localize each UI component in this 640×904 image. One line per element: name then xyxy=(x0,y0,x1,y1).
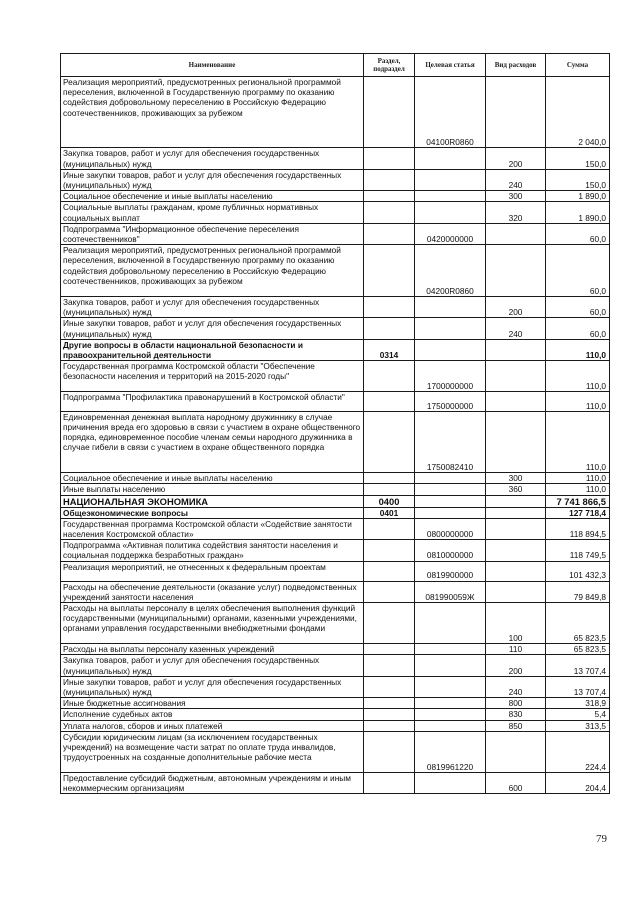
cell-sum: 110,0 xyxy=(546,484,610,495)
cell-name: Единовременная денежная выплата народному дружиннику в случае причинения вреда его здоровью в связи с участием в охране общественного порядка, единовременное пособие членам семьи народного дружинника в случае гибели в связи с участием в охране общественного порядка xyxy=(61,411,364,472)
cell-sum: 150,0 xyxy=(546,169,610,190)
cell-type xyxy=(486,518,546,539)
cell-type xyxy=(486,581,546,602)
table-row xyxy=(61,676,610,697)
cell-sum: 60,0 xyxy=(546,296,610,317)
cell-name: Подпрограмма "Профилактика правонарушений в Костромской области" xyxy=(61,391,364,411)
cell-target: 0819900000 xyxy=(415,561,486,581)
cell-sum: 127 718,4 xyxy=(546,507,610,518)
table-row xyxy=(61,507,610,518)
cell-sum: 313,5 xyxy=(546,720,610,731)
cell-section xyxy=(364,731,415,772)
cell-name: Другие вопросы в области национальной безопасности и правоохранительной деятельности xyxy=(61,339,364,360)
cell-name: НАЦИОНАЛЬНАЯ ЭКОНОМИКА xyxy=(61,495,364,507)
cell-sum: 110,0 xyxy=(546,473,610,484)
table-row xyxy=(61,245,610,297)
cell-sum: 118 894,5 xyxy=(546,518,610,539)
table-row xyxy=(61,698,610,709)
header-sum: Сумма xyxy=(546,54,610,77)
cell-type: 320 xyxy=(486,202,546,223)
cell-sum: 318,9 xyxy=(546,698,610,709)
cell-section xyxy=(364,484,415,495)
cell-name: Реализация мероприятий, предусмотренных региональной программой переселения, включенной в Государственную программу по оказанию содействия добровольному переселению в Российскую Федерацию соотечественников, проживающих за рубежом xyxy=(61,77,364,148)
table-row xyxy=(61,339,610,360)
cell-target: 1700000000 xyxy=(415,361,486,392)
cell-name: Исполнение судебных актов xyxy=(61,709,364,720)
cell-type: 110 xyxy=(486,644,546,655)
cell-sum: 110,0 xyxy=(546,361,610,392)
cell-sum: 101 432,3 xyxy=(546,561,610,581)
cell-sum: 110,0 xyxy=(546,411,610,472)
cell-section xyxy=(364,603,415,644)
cell-target xyxy=(415,720,486,731)
cell-sum: 13 707,4 xyxy=(546,676,610,697)
cell-target xyxy=(415,169,486,190)
cell-section xyxy=(364,473,415,484)
page-number: 79 xyxy=(596,833,607,845)
cell-type: 240 xyxy=(486,676,546,697)
cell-type: 240 xyxy=(486,318,546,339)
cell-target xyxy=(415,676,486,697)
cell-target xyxy=(415,709,486,720)
header-name: Наименование xyxy=(61,54,364,77)
cell-target xyxy=(415,772,486,793)
cell-type xyxy=(486,411,546,472)
cell-target: 0800000000 xyxy=(415,518,486,539)
cell-sum: 1 890,0 xyxy=(546,191,610,202)
cell-type: 600 xyxy=(486,772,546,793)
cell-name: Субсидии юридическим лицам (за исключением государственных учреждений) на возмещение части затрат по оплате труда инвалидов, трудоустроенных на созданные дополнительные рабочие места xyxy=(61,731,364,772)
cell-section xyxy=(364,561,415,581)
table-row xyxy=(61,202,610,223)
cell-sum: 150,0 xyxy=(546,148,610,169)
cell-type xyxy=(486,391,546,411)
cell-section xyxy=(364,698,415,709)
cell-sum: 65 823,5 xyxy=(546,603,610,644)
cell-name: Расходы на обеспечение деятельности (оказание услуг) подведомственных учреждений занятости населения xyxy=(61,581,364,602)
cell-type xyxy=(486,339,546,360)
cell-target: 04200R0860 xyxy=(415,245,486,297)
cell-sum: 2 040,0 xyxy=(546,77,610,148)
table-row xyxy=(61,484,610,495)
cell-target xyxy=(415,698,486,709)
cell-type: 800 xyxy=(486,698,546,709)
cell-type xyxy=(486,731,546,772)
cell-name: Предоставление субсидий бюджетным, автономным учреждениям и иным некоммерческим организациям xyxy=(61,772,364,793)
cell-sum: 79 849,8 xyxy=(546,581,610,602)
cell-name: Иные закупки товаров, работ и услуг для обеспечения государственных (муниципальных) нужд xyxy=(61,318,364,339)
table-row xyxy=(61,361,610,392)
table-row xyxy=(61,731,610,772)
cell-section xyxy=(364,655,415,676)
cell-section xyxy=(364,361,415,392)
cell-sum: 13 707,4 xyxy=(546,655,610,676)
table-row xyxy=(61,720,610,731)
cell-target xyxy=(415,318,486,339)
cell-target: 04100R0860 xyxy=(415,77,486,148)
cell-sum: 60,0 xyxy=(546,245,610,297)
cell-name: Иные бюджетные ассигнования xyxy=(61,698,364,709)
cell-name: Государственная программа Костромской области «Содействие занятости населения Костромской области» xyxy=(61,518,364,539)
table-row xyxy=(61,148,610,169)
budget-table xyxy=(60,53,610,794)
cell-target xyxy=(415,655,486,676)
cell-name: Закупка товаров, работ и услуг для обеспечения государственных (муниципальных) нужд xyxy=(61,655,364,676)
cell-type xyxy=(486,561,546,581)
cell-type: 240 xyxy=(486,169,546,190)
cell-section: 0314 xyxy=(364,339,415,360)
cell-target xyxy=(415,148,486,169)
cell-section xyxy=(364,518,415,539)
cell-sum: 1 890,0 xyxy=(546,202,610,223)
header-target: Целевая статья xyxy=(415,54,486,77)
cell-name: Социальное обеспечение и иные выплаты населению xyxy=(61,191,364,202)
cell-target xyxy=(415,644,486,655)
table-row xyxy=(61,411,610,472)
cell-target xyxy=(415,484,486,495)
cell-target xyxy=(415,296,486,317)
cell-name: Социальные выплаты гражданам, кроме публичных нормативных социальных выплат xyxy=(61,202,364,223)
cell-section xyxy=(364,148,415,169)
cell-section xyxy=(364,191,415,202)
cell-sum: 65 823,5 xyxy=(546,644,610,655)
cell-target: 0810000000 xyxy=(415,540,486,561)
cell-target xyxy=(415,495,486,507)
cell-name: Реализация мероприятий, предусмотренных региональной программой переселения, включенной в Государственную программу по оказанию содействия добровольному переселению в Российскую Федерацию соотечественников, проживающих за рубежом xyxy=(61,245,364,297)
cell-target: 0420000000 xyxy=(415,223,486,244)
cell-target: 1750000000 xyxy=(415,391,486,411)
cell-target: 081990059Ж xyxy=(415,581,486,602)
table-row xyxy=(61,644,610,655)
table-row xyxy=(61,169,610,190)
cell-section xyxy=(364,391,415,411)
cell-type xyxy=(486,540,546,561)
cell-target xyxy=(415,191,486,202)
cell-type xyxy=(486,245,546,297)
table-row xyxy=(61,391,610,411)
cell-type: 360 xyxy=(486,484,546,495)
cell-section xyxy=(364,709,415,720)
cell-type xyxy=(486,223,546,244)
cell-name: Социальное обеспечение и иные выплаты населению xyxy=(61,473,364,484)
cell-target xyxy=(415,603,486,644)
cell-sum: 118 749,5 xyxy=(546,540,610,561)
cell-sum: 224,4 xyxy=(546,731,610,772)
table-row xyxy=(61,581,610,602)
cell-section xyxy=(364,676,415,697)
cell-name: Расходы на выплаты персоналу казенных учреждений xyxy=(61,644,364,655)
cell-type: 300 xyxy=(486,473,546,484)
cell-section xyxy=(364,581,415,602)
table-row xyxy=(61,495,610,507)
cell-section xyxy=(364,772,415,793)
table-row xyxy=(61,296,610,317)
cell-section xyxy=(364,296,415,317)
cell-type: 300 xyxy=(486,191,546,202)
cell-type: 850 xyxy=(486,720,546,731)
cell-name: Иные закупки товаров, работ и услуг для обеспечения государственных (муниципальных) нужд xyxy=(61,676,364,697)
table-body xyxy=(61,77,610,794)
cell-name: Закупка товаров, работ и услуг для обеспечения государственных (муниципальных) нужд xyxy=(61,296,364,317)
cell-section: 0400 xyxy=(364,495,415,507)
cell-name: Реализация мероприятий, не отнесенных к федеральным проектам xyxy=(61,561,364,581)
cell-section xyxy=(364,202,415,223)
cell-sum: 60,0 xyxy=(546,223,610,244)
cell-name: Общеэкономические вопросы xyxy=(61,507,364,518)
cell-name: Иные закупки товаров, работ и услуг для обеспечения государственных (муниципальных) нужд xyxy=(61,169,364,190)
cell-type xyxy=(486,507,546,518)
cell-target xyxy=(415,339,486,360)
cell-name: Расходы на выплаты персоналу в целях обеспечения выполнения функций государственными (муниципальными) органами, казенными учреждениями, органами управления государственными внебюджетными фондами xyxy=(61,603,364,644)
cell-type: 830 xyxy=(486,709,546,720)
cell-type: 200 xyxy=(486,148,546,169)
cell-target: 1750082410 xyxy=(415,411,486,472)
header-type: Вид расходов xyxy=(486,54,546,77)
cell-target xyxy=(415,473,486,484)
table-row xyxy=(61,223,610,244)
cell-type xyxy=(486,361,546,392)
cell-target xyxy=(415,507,486,518)
table-row xyxy=(61,540,610,561)
cell-section xyxy=(364,318,415,339)
cell-sum: 7 741 866,5 xyxy=(546,495,610,507)
cell-section xyxy=(364,720,415,731)
table-row xyxy=(61,603,610,644)
table-row xyxy=(61,709,610,720)
table-header-row xyxy=(61,54,610,77)
header-section: Раздел, подраздел xyxy=(364,54,415,77)
cell-section xyxy=(364,223,415,244)
table-row xyxy=(61,191,610,202)
table-row xyxy=(61,561,610,581)
cell-section xyxy=(364,644,415,655)
cell-name: Уплата налогов, сборов и иных платежей xyxy=(61,720,364,731)
table-row xyxy=(61,655,610,676)
cell-sum: 110,0 xyxy=(546,339,610,360)
table-row xyxy=(61,318,610,339)
cell-section: 0401 xyxy=(364,507,415,518)
table-row xyxy=(61,473,610,484)
cell-section xyxy=(364,411,415,472)
cell-type: 200 xyxy=(486,655,546,676)
cell-section xyxy=(364,245,415,297)
cell-name: Подпрограмма "Информационное обеспечение переселения соотечественников" xyxy=(61,223,364,244)
cell-section xyxy=(364,540,415,561)
cell-name: Подпрограмма «Активная политика содействия занятости населения и социальная поддержка безработных граждан» xyxy=(61,540,364,561)
cell-type: 200 xyxy=(486,296,546,317)
cell-target xyxy=(415,202,486,223)
table-row xyxy=(61,518,610,539)
cell-name: Иные выплаты населению xyxy=(61,484,364,495)
cell-sum: 60,0 xyxy=(546,318,610,339)
cell-sum: 5,4 xyxy=(546,709,610,720)
cell-sum: 110,0 xyxy=(546,391,610,411)
cell-name: Государственная программа Костромской области "Обеспечение безопасности населения и территорий на 2015-2020 годы" xyxy=(61,361,364,392)
table-row xyxy=(61,772,610,793)
cell-section xyxy=(364,77,415,148)
cell-name: Закупка товаров, работ и услуг для обеспечения государственных (муниципальных) нужд xyxy=(61,148,364,169)
cell-section xyxy=(364,169,415,190)
table-row xyxy=(61,77,610,148)
cell-sum: 204,4 xyxy=(546,772,610,793)
cell-type xyxy=(486,77,546,148)
cell-type xyxy=(486,495,546,507)
cell-target: 0819961220 xyxy=(415,731,486,772)
cell-type: 100 xyxy=(486,603,546,644)
